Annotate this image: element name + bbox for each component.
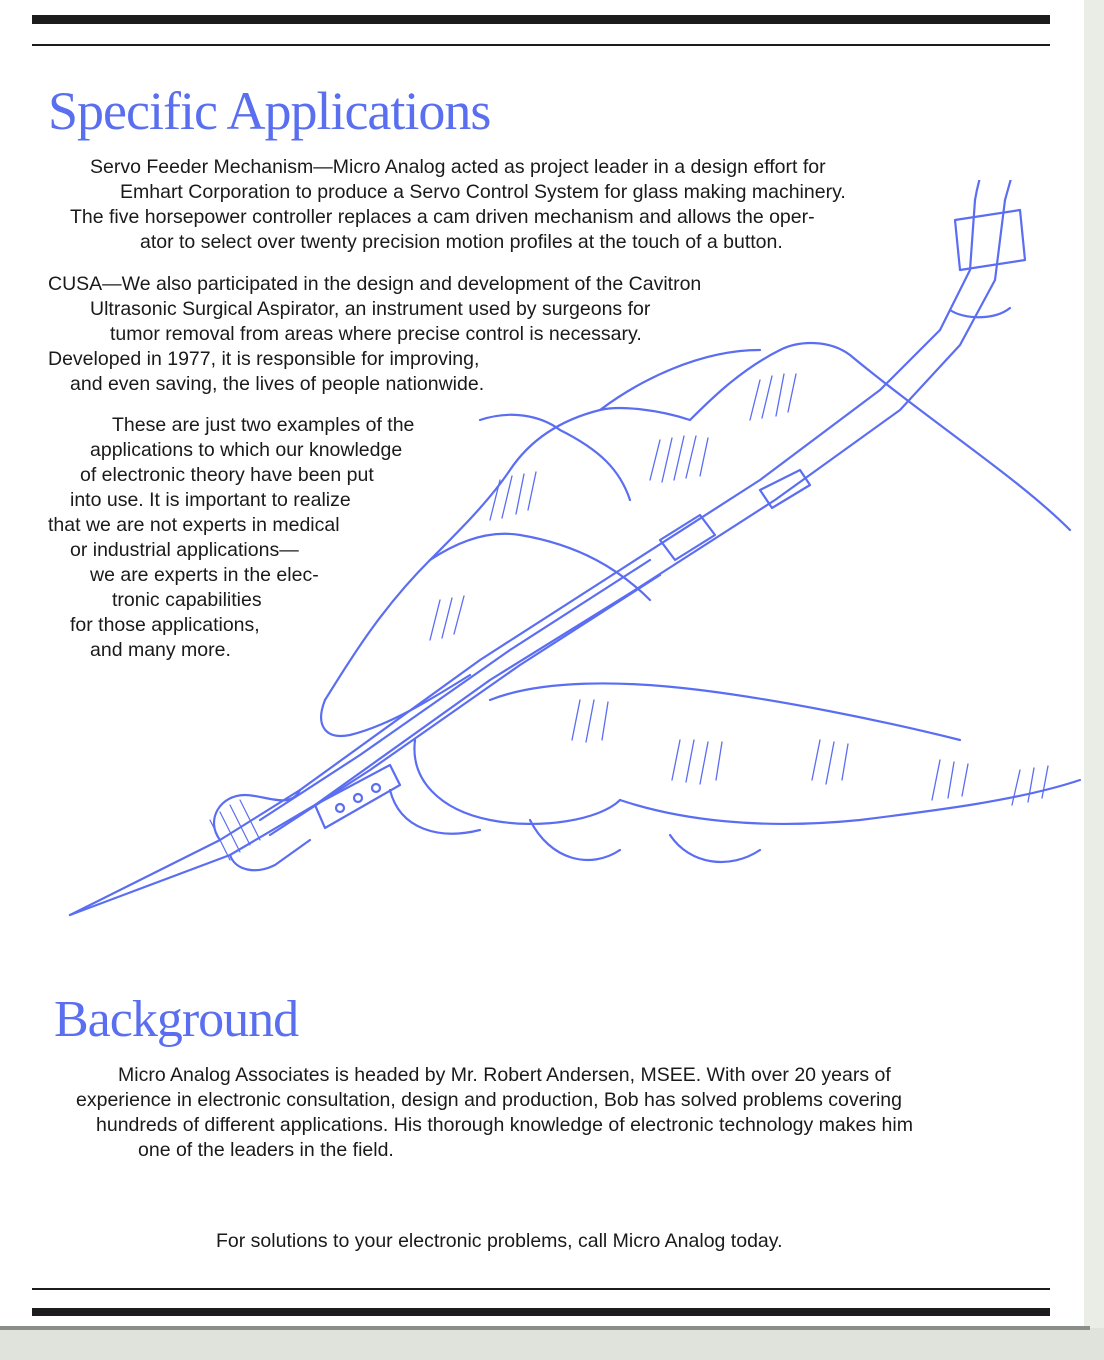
text-line: tronic capabilities: [112, 589, 262, 611]
text-line: hundreds of different applications. His thorough knowledge of electronic technology makes him: [96, 1114, 913, 1136]
bottom-thick-rule: [32, 1308, 1050, 1316]
text-line: into use. It is important to realize: [70, 489, 351, 511]
page-bottom-shadow: [0, 1326, 1090, 1330]
text-line: CUSA—We also participated in the design and development of the Cavitron: [48, 273, 702, 295]
text-line: Emhart Corporation to produce a Servo Control System for glass making machinery.: [120, 181, 846, 203]
text-line: Servo Feeder Mechanism—Micro Analog acted as project leader in a design effort for: [90, 156, 826, 178]
text-line: These are just two examples of the: [112, 414, 415, 436]
text-line: experience in electronic consultation, design and production, Bob has solved problems covering: [76, 1089, 902, 1111]
page-bottom-margin: [0, 1328, 1104, 1360]
text-line: of electronic theory have been put: [80, 464, 374, 486]
page-title: Specific Applications: [48, 81, 491, 141]
text-line: Developed in 1977, it is responsible for improving,: [48, 348, 480, 370]
text-line: that we are not experts in medical: [48, 514, 340, 536]
text-line: one of the leaders in the field.: [138, 1139, 394, 1161]
top-thick-rule: [32, 15, 1050, 24]
text-line: The five horsepower controller replaces a cam driven mechanism and allows the oper-: [70, 206, 815, 228]
top-thin-rule: [32, 44, 1050, 46]
text-line: and even saving, the lives of people nationwide.: [70, 373, 485, 395]
text-line: and many more.: [90, 639, 231, 661]
footer-tagline: For solutions to your electronic problems, call Micro Analog today.: [216, 1230, 783, 1252]
text-line: for those applications,: [70, 614, 260, 636]
text-line: Ultrasonic Surgical Aspirator, an instrument used by surgeons for: [90, 298, 651, 320]
text-line: Micro Analog Associates is headed by Mr. Robert Andersen, MSEE. With over 20 years of: [118, 1064, 891, 1086]
bottom-thin-rule: [32, 1288, 1050, 1290]
text-line: tumor removal from areas where precise control is necessary.: [110, 323, 642, 345]
text-line: applications to which our knowledge: [90, 439, 403, 461]
section-title-background: Background: [54, 991, 299, 1048]
text-line: ator to select over twenty precision motion profiles at the touch of a button.: [140, 231, 783, 253]
text-line: or industrial applications—: [70, 539, 299, 561]
text-line: we are experts in the elec-: [90, 564, 319, 586]
page-edge: [1084, 0, 1104, 1360]
